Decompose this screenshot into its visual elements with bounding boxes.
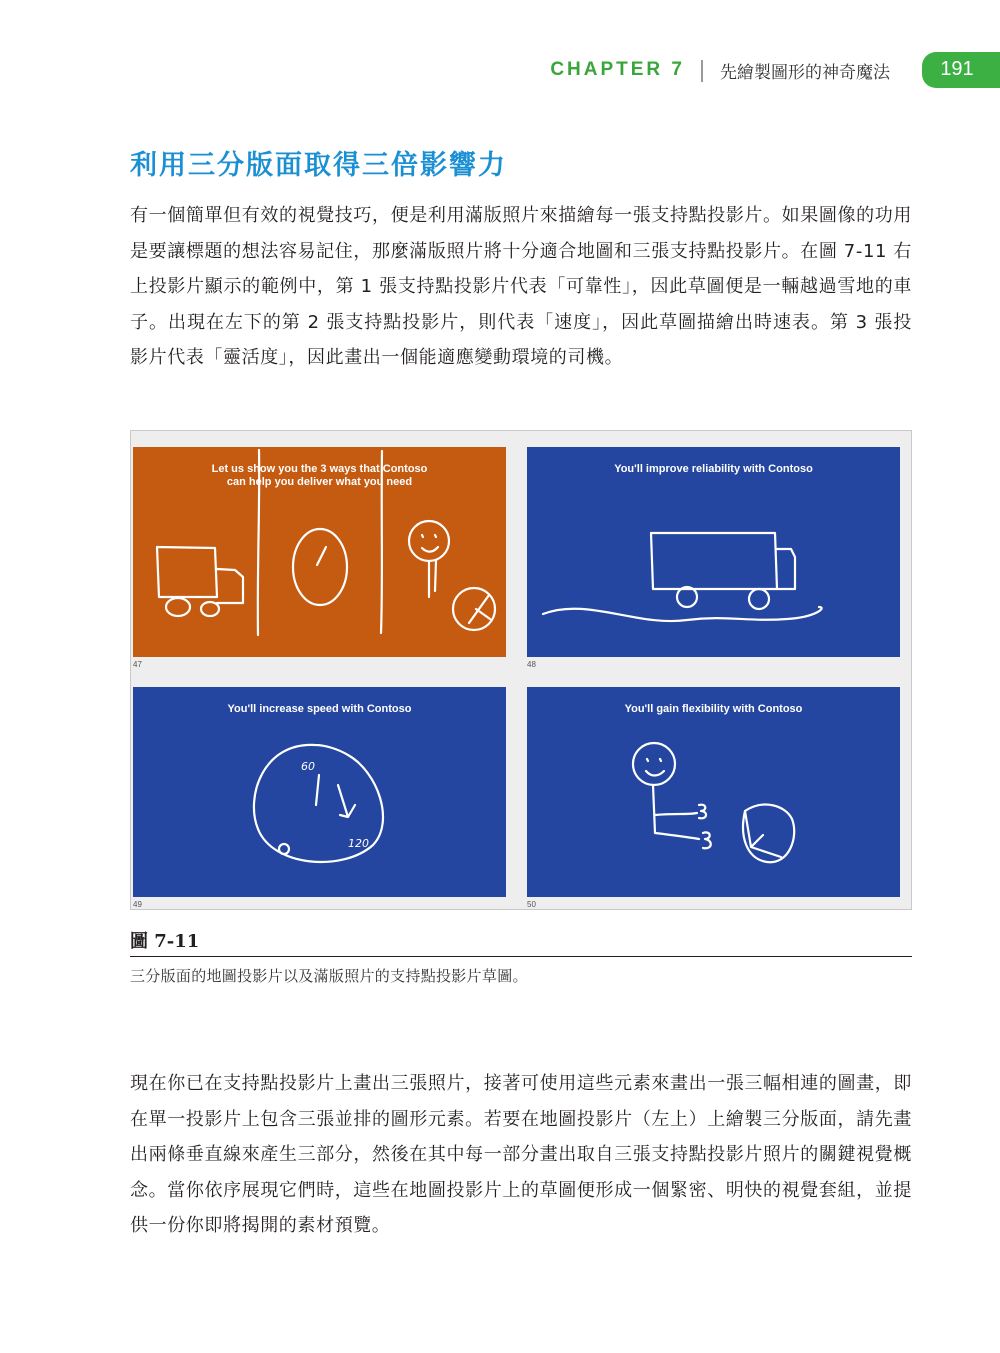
section-title: 利用三分版面取得三倍影響力 — [130, 150, 507, 181]
stick-figure-face — [422, 535, 438, 552]
speed-arrow — [338, 785, 355, 817]
speed-label-120: 120 — [348, 837, 369, 850]
page-number-tab — [922, 52, 1000, 88]
figure-caption: 三分版面的地圖投影片以及滿版照片的支持點投影片草圖。 — [130, 967, 528, 985]
stick-figure-head — [409, 521, 449, 561]
driver-head — [633, 743, 675, 785]
slide-48 — [527, 447, 900, 657]
speed-label-60: 60 — [301, 760, 315, 773]
slide-49-title: You'll increase speed with Contoso — [227, 703, 412, 715]
figure-rule — [130, 956, 912, 957]
slide-48-title: You'll improve reliability with Contoso — [614, 463, 813, 475]
divider-line-right — [381, 451, 382, 633]
speed-zero-mark — [279, 844, 289, 854]
slide-number-50: 50 — [527, 900, 536, 909]
figure-7-11 — [130, 430, 912, 910]
slide-47-title: Let us show you the 3 ways that Contoso can help you deliver what you need — [211, 463, 428, 488]
slide-49-sketch — [133, 687, 506, 897]
speedometer-needle — [316, 775, 319, 805]
body-paragraph-1: 有一個簡單但有效的視覺技巧，便是利用滿版照片來描繪每一張支持點投影片。如果圖像的功用是要讓標題的想法容易記住，那麼滿版照片將十分適合地圖和三張支持點投影片。在圖 7-11 右上投影片顯示的範例中，第 1 張支持點投影片代表「可靠性」，因此草圖便是一輛越過雪地的車子。出現在左下的第 2 張支持點投影片，則代表「速度」，因此草圖描繪出時速表。第 3 張投影片代表「靈活度」，因此畫出一個能適應變動環境的司機。 — [130, 205, 912, 368]
driver-face — [646, 759, 664, 776]
driver-hand-top — [699, 805, 706, 819]
snow-ground — [543, 607, 822, 621]
slide-47 — [133, 447, 506, 657]
truck-body — [651, 533, 795, 589]
running-header — [0, 50, 1000, 90]
page-number: 191 — [940, 58, 974, 80]
slide-number-48: 48 — [527, 660, 536, 669]
body-paragraph-2: 現在你已在支持點投影片上畫出三張照片，接著可使用這些元素來畫出一張三幅相連的圖畫，即在單一投影片上包含三張並排的圖形元素。若要在地圖投影片（左上）上繪製三分版面，請先畫出兩條垂直線來產生三部分，然後在其中每一部分畫出取自三張支持點投影片照片的關鍵視覺概念。當你依序展現它們時，這些在地圖投影片上的草圖便形成一個緊密、明快的視覺套組，並提供一份你即將揭開的素材預覽。 — [130, 1073, 912, 1236]
slide-50 — [527, 687, 900, 897]
steering-spokes — [745, 811, 781, 857]
slide-50-sketch — [527, 687, 900, 897]
wheel-spokes — [469, 595, 490, 623]
chapter-label: CHAPTER 7 — [550, 59, 685, 80]
slide-48-sketch — [527, 447, 900, 657]
driver-body — [653, 785, 699, 839]
divider-line-left — [258, 450, 259, 635]
slide-number-47: 47 — [133, 660, 142, 669]
truck-sketch — [157, 547, 243, 603]
truck-wheel-2 — [201, 602, 219, 616]
slide-50-title: You'll gain flexibility with Contoso — [624, 703, 803, 715]
slide-47-sketch — [133, 447, 506, 657]
gauge-needle — [317, 547, 326, 565]
header-divider — [701, 60, 703, 82]
driver-hand-bottom — [703, 832, 711, 848]
figure-label: 圖 7-11 — [130, 931, 200, 952]
truck-wheel-1 — [166, 598, 190, 616]
slide-49 — [133, 687, 506, 897]
chapter-title: 先繪製圖形的神奇魔法 — [720, 63, 890, 83]
truck-wheel-2 — [749, 589, 769, 609]
slide-number-49: 49 — [133, 900, 142, 909]
gauge-sketch — [293, 529, 347, 605]
stick-figure-body — [429, 561, 436, 597]
